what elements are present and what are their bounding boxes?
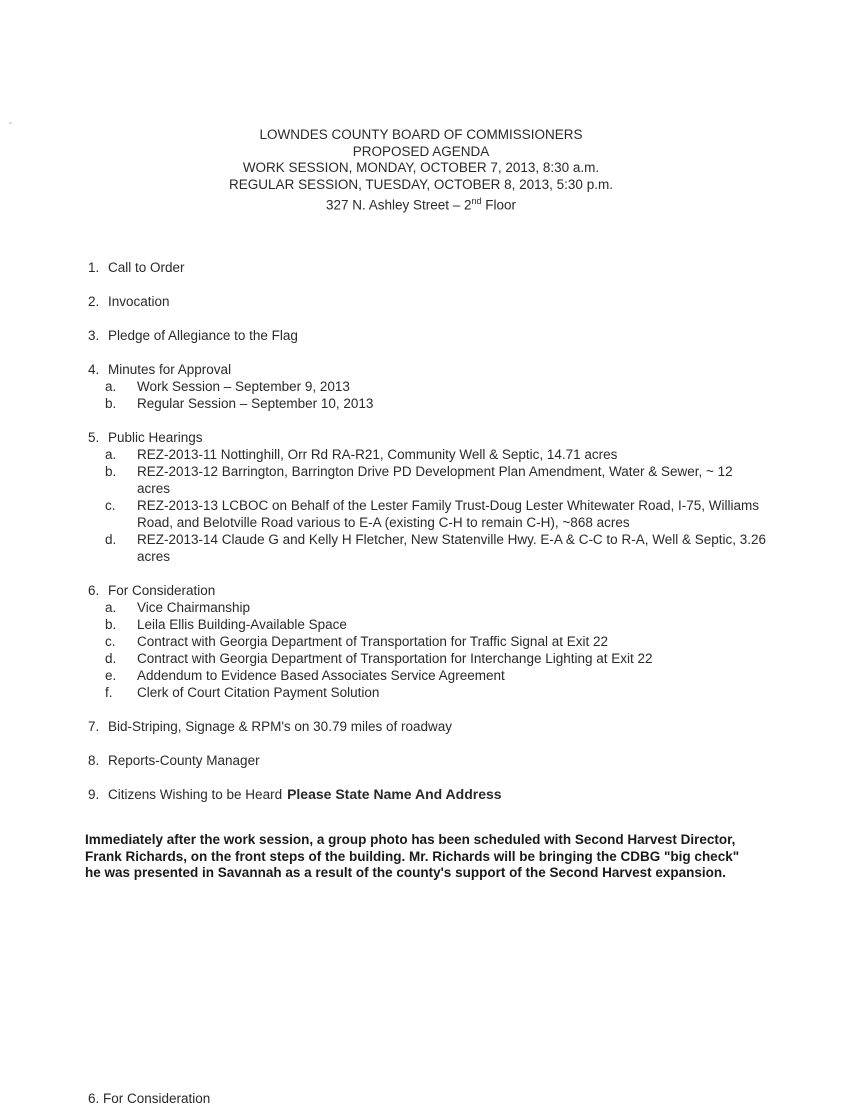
agenda-item xyxy=(88,293,768,310)
agenda-subitem xyxy=(88,531,768,565)
scan-artifact xyxy=(9,122,12,124)
agenda-item-number: 4. xyxy=(88,362,100,377)
photo-announcement: Immediately after the work session, a group photo has been scheduled with Second Harvest Director, Frank Richards, on the front steps of the building. Mr. Richards will be bringing the CDBG "big check" he was presented in Savannah as a result of the county's support of the Second Harvest expansion. xyxy=(85,832,740,880)
agenda-item-row xyxy=(88,361,768,378)
agenda-subitem-text: Contract with Georgia Department of Transportation for Interchange Lighting at Exit 22 xyxy=(137,651,653,666)
agenda-subitem-letter: c. xyxy=(105,634,116,649)
agenda-item xyxy=(88,718,768,735)
agenda-item-title: Public Hearings xyxy=(108,430,203,445)
agenda-subitem-text: Leila Ellis Building-Available Space xyxy=(137,617,347,632)
agenda-item-number: 6. xyxy=(88,583,100,598)
agenda-item-number: 7. xyxy=(88,719,100,734)
agenda-item xyxy=(88,752,768,769)
agenda-subitem-text: REZ-2013-14 Claude G and Kelly H Fletcher, New Statenville Hwy. E-A & C-C to R-A, Well & Septic, 3.26 acres xyxy=(137,532,767,564)
agenda-item-row xyxy=(88,718,768,735)
agenda-subitem xyxy=(88,616,768,633)
agenda-subitem-text: Regular Session – September 10, 2013 xyxy=(137,396,374,411)
agenda-subitem xyxy=(88,684,768,701)
agenda-item xyxy=(88,429,768,565)
agenda-subitem xyxy=(88,497,768,531)
agenda-subitem-text: REZ-2013-13 LCBOC on Behalf of the Lester Family Trust-Doug Lester Whitewater Road, I-75, Williams Road, and Belotville Road various to E-A (existing C-H to remain C-H), ~868 acres xyxy=(137,498,759,530)
agenda-item-number: 1. xyxy=(88,260,100,275)
address-line xyxy=(0,193,842,214)
agenda-subitem xyxy=(88,378,768,395)
agenda-item xyxy=(88,259,768,276)
agenda-item xyxy=(88,786,768,803)
agenda-list xyxy=(88,259,768,820)
agenda-item-title: Minutes for Approval xyxy=(108,362,232,377)
agenda-item xyxy=(88,361,768,412)
agenda-item-instruction: Please State Name And Address xyxy=(287,786,502,802)
agenda-item-title: Citizens Wishing to be Heard xyxy=(108,787,283,802)
agenda-subitem xyxy=(88,599,768,616)
agenda-item xyxy=(88,582,768,701)
agenda-subitem-letter: d. xyxy=(105,532,117,547)
agenda-subitem-text: Contract with Georgia Department of Transportation for Traffic Signal at Exit 22 xyxy=(137,634,608,649)
agenda-subitem-letter: a. xyxy=(105,600,117,615)
agenda-subitem-text: Vice Chairmanship xyxy=(137,600,251,615)
document-title: PROPOSED AGENDA xyxy=(352,143,490,159)
agenda-item-title: Call to Order xyxy=(108,260,185,275)
agenda-subitem-letter: c. xyxy=(105,498,116,513)
floor-word: Floor xyxy=(481,197,517,213)
agenda-subitem-letter: a. xyxy=(105,447,117,462)
agenda-item-title: Reports-County Manager xyxy=(108,753,260,768)
agenda-subitem-letter: b. xyxy=(105,617,117,632)
agenda-subitem-letter: b. xyxy=(105,464,117,479)
board-name: LOWNDES COUNTY BOARD OF COMMISSIONERS xyxy=(259,127,583,142)
agenda-item-number: 3. xyxy=(88,328,100,343)
agenda-item-row xyxy=(88,786,768,803)
agenda-subitem xyxy=(88,650,768,667)
agenda-subitem-letter: f. xyxy=(105,685,113,700)
agenda-subitem-letter: b. xyxy=(105,396,117,411)
agenda-item xyxy=(88,327,768,344)
agenda-subitem-text: Clerk of Court Citation Payment Solution xyxy=(137,685,380,700)
agenda-subitem-text: Work Session – September 9, 2013 xyxy=(137,379,350,394)
agenda-subitem xyxy=(88,446,768,463)
agenda-item-title: Invocation xyxy=(108,294,170,309)
agenda-item-row xyxy=(88,293,768,310)
floor-ordinal: nd xyxy=(471,196,482,206)
agenda-item-number: 5. xyxy=(88,430,100,445)
agenda-subitem xyxy=(88,395,768,412)
agenda-subitem-letter: e. xyxy=(105,668,117,683)
work-session-line: WORK SESSION, MONDAY, OCTOBER 7, 2013, 8:30 a.m. xyxy=(242,160,600,175)
agenda-subitem-text: Addendum to Evidence Based Associates Service Agreement xyxy=(137,668,505,683)
address-text: 327 N. Ashley Street – 2 xyxy=(325,197,472,213)
agenda-subitem xyxy=(88,463,768,497)
agenda-subitem xyxy=(88,633,768,650)
agenda-subitem-letter: d. xyxy=(105,651,117,666)
agenda-item-row xyxy=(88,752,768,769)
cut-off-next-page-text: 6. For Consideration xyxy=(88,1091,211,1106)
agenda-item-number: 9. xyxy=(88,787,100,802)
agenda-header xyxy=(0,127,842,214)
agenda-item-row xyxy=(88,259,768,276)
agenda-subitem-text: REZ-2013-11 Nottinghill, Orr Rd RA-R21, Community Well & Septic, 14.71 acres xyxy=(137,447,618,462)
agenda-subitem-text: REZ-2013-12 Barrington, Barrington Drive PD Development Plan Amendment, Water & Sewer, ~ 12 acres xyxy=(137,464,733,496)
agenda-item-number: 2. xyxy=(88,294,100,309)
agenda-item-title: Pledge of Allegiance to the Flag xyxy=(108,328,298,343)
agenda-item-title: For Consideration xyxy=(108,583,216,598)
agenda-subitem xyxy=(88,667,768,684)
agenda-item-number: 8. xyxy=(88,753,100,768)
agenda-item-row xyxy=(88,582,768,599)
agenda-subitem-letter: a. xyxy=(105,379,117,394)
agenda-item-row xyxy=(88,429,768,446)
agenda-item-title: Bid-Striping, Signage & RPM's on 30.79 miles of roadway xyxy=(108,719,452,734)
regular-session-line: REGULAR SESSION, TUESDAY, OCTOBER 8, 2013, 5:30 p.m. xyxy=(229,176,613,192)
agenda-item-row xyxy=(88,327,768,344)
